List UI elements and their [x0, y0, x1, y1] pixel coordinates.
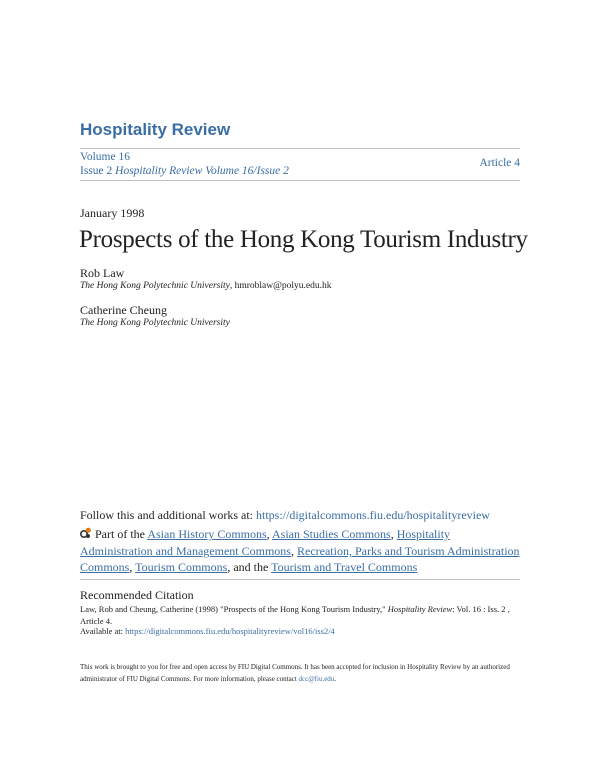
article-url-link[interactable]: https://digitalcommons.fiu.edu/hospitalityreview/vol16/iss2/4 [125, 626, 335, 636]
discipline-link[interactable]: Hospitality Administration and Management Commons [80, 527, 451, 558]
volume-link[interactable]: Volume 16 [80, 151, 130, 163]
discipline-link[interactable]: Asian Studies Commons [272, 527, 391, 541]
follow-label: Follow this and additional works at: [80, 508, 256, 522]
follow-line [80, 508, 490, 523]
discipline-link[interactable]: Recreation, Parks and Tourism Administration Commons [80, 544, 520, 574]
header-divider-bottom [80, 180, 520, 181]
publication-date: January 1998 [80, 206, 145, 220]
issue-line[interactable] [80, 165, 289, 177]
author-name: Catherine Cheung [80, 303, 167, 317]
header-divider-top [80, 148, 520, 149]
part-of-label: Part of the [95, 527, 148, 541]
issue-journal-italic[interactable]: Hospitality Review Volume 16/Issue 2 [115, 165, 289, 177]
citation-divider [80, 579, 520, 580]
issue-prefix[interactable]: Issue 2 [80, 165, 113, 177]
author-affiliation: The Hong Kong Polytechnic University, hmroblaw@polyu.edu.hk [80, 281, 332, 291]
discipline-link[interactable]: Tourism Commons [135, 560, 228, 574]
author-email[interactable]: , hmroblaw@polyu.edu.hk [229, 281, 332, 291]
open-access-icon [80, 526, 92, 543]
contact-email-link[interactable]: dcc@fiu.edu [298, 675, 335, 683]
available-at: Available at: https://digitalcommons.fiu.edu/hospitalityreview/vol16/iss2/4 [80, 626, 335, 636]
journal-title[interactable]: Hospitality Review [80, 120, 231, 139]
part-of-disciplines: Part of the Asian History Commons, Asian Studies Commons, Hospitality Administration and Management Commons, Recreation, Parks and Tourism Administration Commons, Tourism Commons, and the Tourism and Travel Commons [80, 527, 520, 574]
author-affiliation: The Hong Kong Polytechnic University [80, 318, 230, 328]
article-title: Prospects of the Hong Kong Tourism Industry [79, 226, 528, 253]
open-access-footer: This work is brought to you for free and open access by FIU Digital Commons. It has been accepted for inclusion in Hospitality Review by an authorized administrator of FIU Digital Commons. For more information, please contact dcc@fiu.edu. [80, 663, 510, 683]
recommended-citation-heading: Recommended Citation [80, 588, 194, 602]
discipline-link[interactable]: Asian History Commons [147, 527, 267, 541]
repository-link[interactable]: https://digitalcommons.fiu.edu/hospitalityreview [256, 508, 490, 522]
article-number[interactable]: Article 4 [479, 157, 520, 169]
author-name: Rob Law [80, 266, 125, 280]
citation-text: Law, Rob and Cheung, Catherine (1998) "Prospects of the Hong Kong Tourism Industry," Hospitality Review: Vol. 16 : Iss. 2 , Article 4. [80, 604, 510, 626]
discipline-link[interactable]: Tourism and Travel Commons [271, 560, 418, 574]
